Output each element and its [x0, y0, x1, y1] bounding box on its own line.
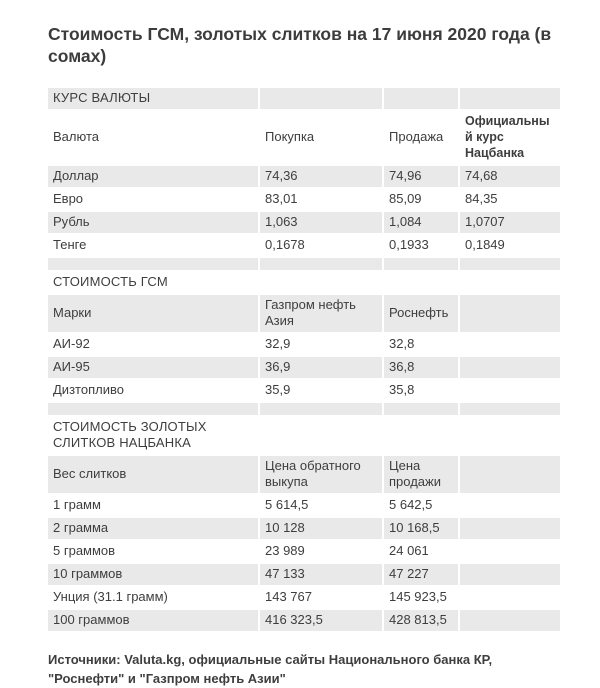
data-row-ai95	[48, 357, 560, 378]
empty-cell	[460, 403, 560, 415]
value-cell: 84,35	[465, 190, 498, 206]
value-cell: 32,8	[389, 335, 415, 351]
empty-cell	[460, 295, 560, 332]
row-label: АИ-95	[48, 357, 258, 378]
value-cell: 0,1678	[265, 236, 305, 252]
empty-cell	[460, 518, 560, 539]
value-cell: 35,8	[389, 381, 415, 397]
value-cell: 143 767	[265, 588, 312, 604]
row-label: 100 граммов	[48, 610, 258, 631]
row-label: Дизтопливо	[53, 381, 124, 397]
header-row-currency	[48, 111, 560, 164]
col-header: Валюта	[53, 128, 99, 144]
data-row-euro	[48, 189, 560, 210]
empty-cell	[460, 587, 560, 608]
empty-cell	[460, 610, 560, 631]
section-row-currency	[48, 88, 560, 109]
value-cell: 24 061	[389, 542, 429, 558]
empty-cell	[460, 456, 560, 493]
data-row-5g	[48, 541, 560, 562]
empty-cell	[460, 417, 560, 454]
empty-cell	[260, 272, 382, 293]
empty-cell	[460, 495, 560, 516]
value-cell: 1,084	[384, 212, 458, 233]
value-cell: 1,0707	[460, 212, 560, 233]
row-label: Доллар	[48, 166, 258, 187]
row-label: 2 грамма	[48, 518, 258, 539]
empty-cell	[460, 258, 560, 270]
value-cell: 10 168,5	[384, 518, 458, 539]
row-label: Евро	[53, 190, 84, 206]
col-header: Марки	[48, 295, 258, 332]
value-cell: 85,09	[389, 190, 422, 206]
value-cell: 0,1849	[465, 236, 505, 252]
value-cell: 83,01	[265, 190, 298, 206]
value-cell: 36,9	[260, 357, 382, 378]
data-row-diesel	[48, 380, 560, 401]
empty-cell	[48, 403, 258, 415]
data-row-10g	[48, 564, 560, 585]
data-row-dollar	[48, 166, 560, 187]
rates-table	[46, 86, 562, 633]
value-cell: 74,96	[384, 166, 458, 187]
value-cell: 145 923,5	[389, 588, 447, 604]
col-header: Покупка	[265, 128, 315, 144]
empty-cell	[48, 258, 258, 270]
data-row-ruble	[48, 212, 560, 233]
empty-cell	[460, 272, 560, 293]
value-cell: 47 227	[384, 564, 458, 585]
row-label: Рубль	[48, 212, 258, 233]
section-row-fuel	[48, 272, 560, 293]
row-label: Унция (31.1 грамм)	[53, 588, 168, 604]
empty-cell	[260, 403, 382, 415]
data-row-1g	[48, 495, 560, 516]
value-cell: 428 813,5	[384, 610, 458, 631]
col-header: Вес слитков	[48, 456, 258, 493]
data-row-ai92	[48, 334, 560, 355]
spacer-row	[48, 403, 560, 415]
section-title: СТОИМОСТЬ ЗОЛОТЫХ СЛИТКОВ НАЦБАНКА	[53, 418, 207, 450]
data-row-100g	[48, 610, 560, 631]
sources-note: Источники: Valuta.kg, официальные сайты Национального банка КР, "Роснефти" и "Газпром нефть Азии"	[48, 651, 493, 686]
value-cell: 1,063	[260, 212, 382, 233]
header-row-fuel	[48, 295, 560, 332]
section-row-gold	[48, 417, 560, 454]
empty-cell	[460, 380, 560, 401]
empty-cell	[260, 417, 382, 454]
empty-cell	[260, 88, 382, 109]
value-cell: 74,36	[260, 166, 382, 187]
col-header: Цена обратного выкупа	[260, 456, 382, 493]
section-title: КУРС ВАЛЮТЫ	[48, 88, 258, 109]
spacer-row	[48, 258, 560, 270]
value-cell: 74,68	[460, 166, 560, 187]
empty-cell	[460, 541, 560, 562]
empty-cell	[460, 564, 560, 585]
page-title: Стоимость ГСМ, золотых слитков на 17 июня 2020 года (в сомах)	[48, 24, 552, 66]
value-cell: 35,9	[265, 381, 291, 397]
col-header: Роснефть	[384, 295, 458, 332]
value-cell: 36,8	[384, 357, 458, 378]
empty-cell	[384, 88, 458, 109]
row-label: 10 граммов	[48, 564, 258, 585]
value-cell: 10 128	[260, 518, 382, 539]
row-label: Тенге	[53, 236, 87, 252]
col-header: Цена продажи	[384, 456, 458, 493]
col-header: Официальный курс Нацбанка	[465, 113, 550, 160]
col-header: Продажа	[389, 128, 444, 144]
empty-cell	[460, 334, 560, 355]
empty-cell	[384, 258, 458, 270]
data-row-ounce	[48, 587, 560, 608]
empty-cell	[384, 272, 458, 293]
empty-cell	[384, 403, 458, 415]
header-row-gold	[48, 456, 560, 493]
row-label: АИ-92	[53, 335, 90, 351]
value-cell: 23 989	[265, 542, 305, 558]
data-row-tenge	[48, 235, 560, 256]
value-cell: 47 133	[260, 564, 382, 585]
value-cell: 5 642,5	[389, 496, 433, 512]
row-label: 5 граммов	[53, 542, 116, 558]
value-cell: 0,1933	[389, 236, 429, 252]
value-cell: 5 614,5	[265, 496, 309, 512]
data-row-2g	[48, 518, 560, 539]
row-label: 1 грамм	[53, 496, 101, 512]
section-title: СТОИМОСТЬ ГСМ	[53, 273, 168, 289]
empty-cell	[260, 258, 382, 270]
col-header: Газпром нефть Азия	[260, 295, 382, 332]
value-cell: 416 323,5	[260, 610, 382, 631]
empty-cell	[460, 357, 560, 378]
empty-cell	[384, 417, 458, 454]
value-cell: 32,9	[265, 335, 291, 351]
empty-cell	[460, 88, 560, 109]
